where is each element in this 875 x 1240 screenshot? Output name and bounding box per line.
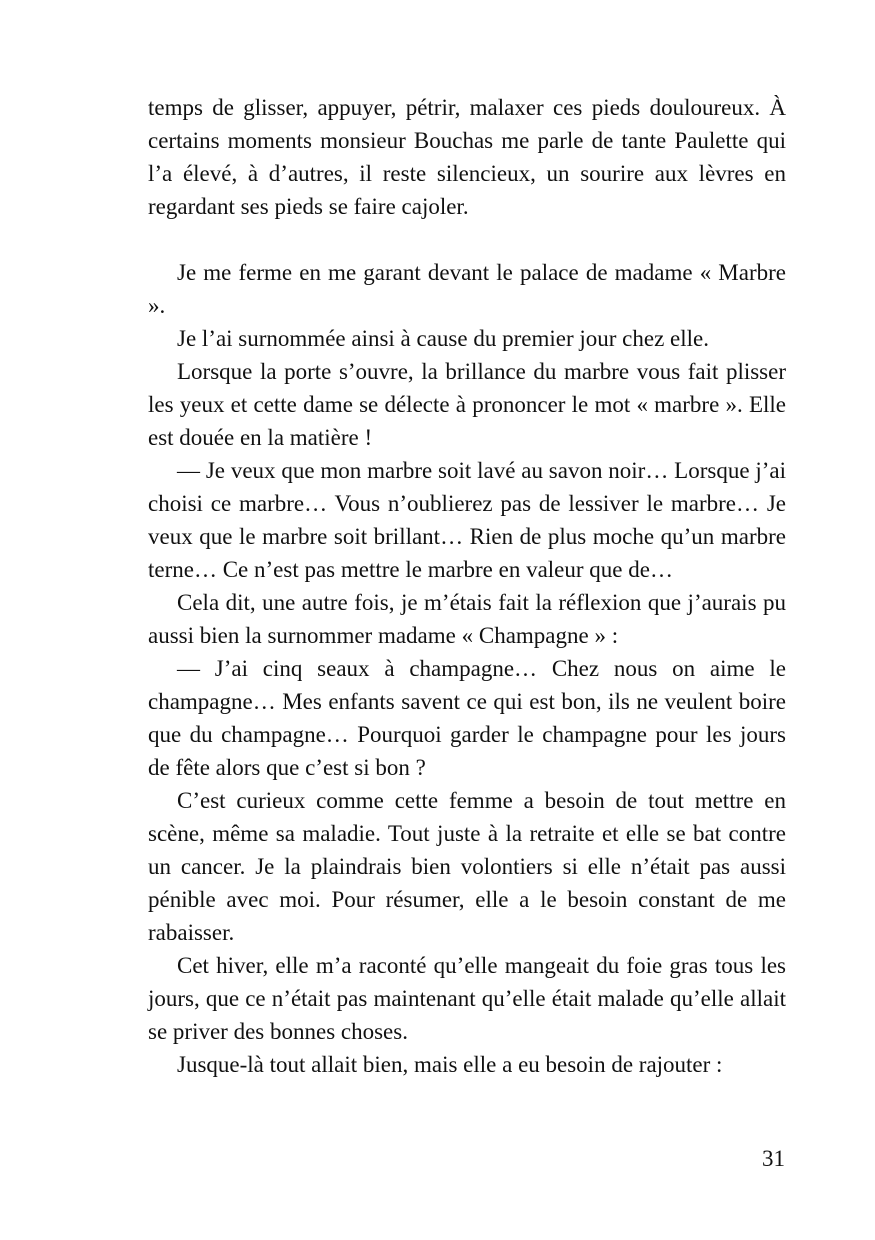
page-body <box>148 91 786 1081</box>
paragraph: Je me ferme en me garant devant le palace de madame « Marbre ». <box>148 260 786 318</box>
paragraph: Cela dit, une autre fois, je m’étais fait la réflexion que j’aurais pu aussi bien la surnommer madame « Champagne » : <box>148 590 786 648</box>
paragraph: temps de glisser, appuyer, pétrir, malaxer ces pieds douloureux. À certains moments monsieur Bouchas me parle de tante Paulette qui l’a élevé, à d’autres, il reste silencieux, un sourire aux lèvres en regardant ses pieds se faire cajoler. <box>148 95 786 219</box>
paragraph: Je l’ai surnommée ainsi à cause du premier jour chez elle. <box>177 326 709 351</box>
page-number: 31 <box>762 1146 785 1171</box>
paragraph: Jusque-là tout allait bien, mais elle a eu besoin de rajouter : <box>177 1052 723 1077</box>
paragraph: Cet hiver, elle m’a raconté qu’elle mangeait du foie gras tous les jours, que ce n’était pas maintenant qu’elle était malade qu’elle allait se priver des bonnes choses. <box>148 953 786 1044</box>
dialogue-paragraph: — Je veux que mon marbre soit lavé au savon noir… Lorsque j’ai choisi ce marbre… Vous n’oublierez pas de lessiver le marbre… Je veux que le marbre soit brillant… Rien de plus moche qu’un marbre terne… Ce n’est pas mettre le marbre en valeur que de… <box>148 458 786 582</box>
paragraph: Lorsque la porte s’ouvre, la brillance du marbre vous fait plisser les yeux et cette dame se délecte à prononcer le mot « marbre ». Elle est douée en la matière ! <box>148 359 786 450</box>
paragraph: C’est curieux comme cette femme a besoin de tout mettre en scène, même sa maladie. Tout juste à la retraite et elle se bat contre un cancer. Je la plaindrais bien volontiers si elle n’était pas aussi pénible avec moi. Pour résumer, elle a le besoin constant de me rabaisser. <box>148 788 786 945</box>
dialogue-paragraph: — J’ai cinq seaux à champagne… Chez nous on aime le champagne… Mes enfants savent ce qui est bon, ils ne veulent boire que du champagne… Pourquoi garder le champagne pour les jours de fête alors que c’est si bon ? <box>148 656 786 780</box>
